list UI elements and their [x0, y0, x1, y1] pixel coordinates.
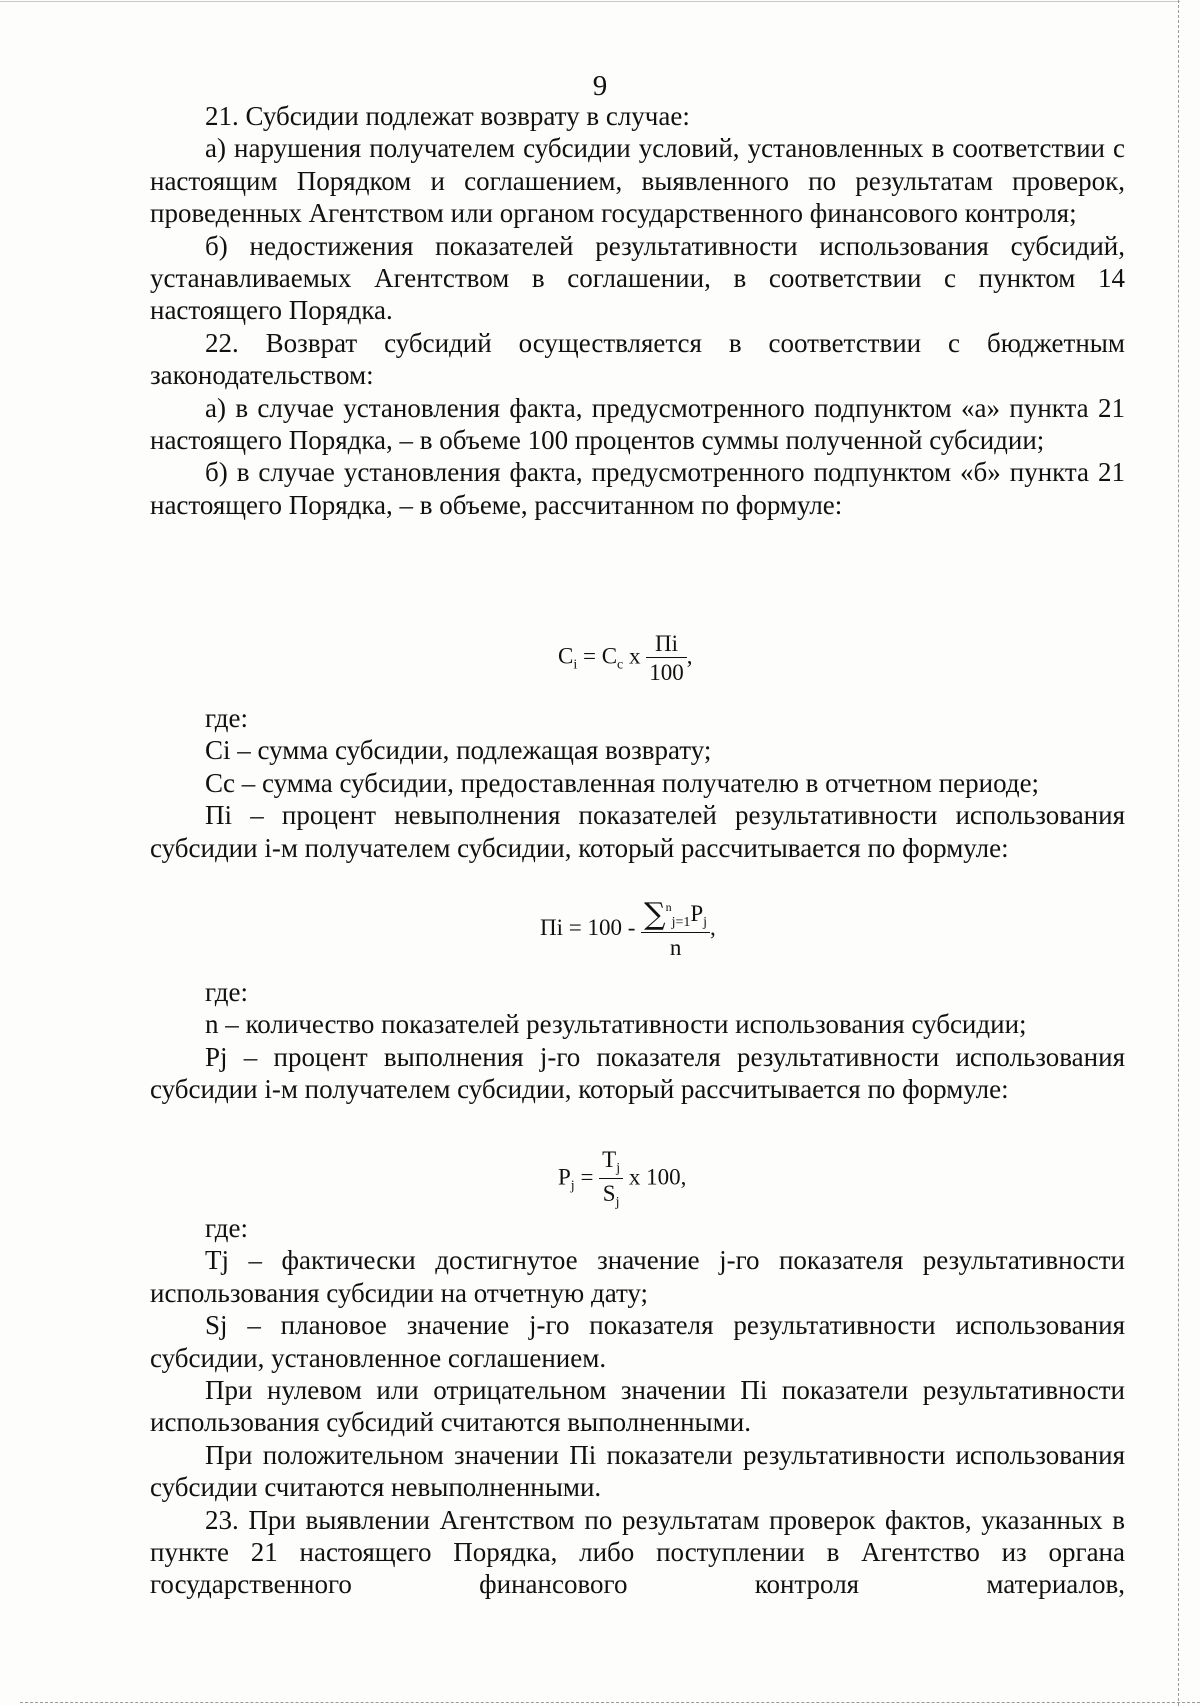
where-1-ci: Ci – сумма субсидии, подлежащая возврату; [205, 735, 712, 766]
where-3-tj: Tj – фактически достигнутое значение j-го показателя результативности использования субсидии на отчетную дату; [150, 1245, 1125, 1308]
section-23-start: 23. При выявлении Агентством по результатам проверок фактов, указанных в пункте 21 настоящего Порядка, либо поступлении в Агентство из органа государственного финансового контроля материалов, [150, 1504, 1125, 1600]
formula-ci-tail: , [686, 643, 693, 669]
where-2-label: где: [205, 977, 248, 1007]
sum-lower-limit: j=1 [671, 915, 691, 930]
section-22-item-a: а) в случае установления факта, предусмотренного подпунктом «а» пункта 21 настоящего Порядка, – в объеме 100 процентов суммы полученной субсидии; [150, 392, 1125, 456]
formula-pj-s-sub: j [615, 1195, 620, 1210]
formula-ci-lhs: C [558, 643, 574, 669]
formula-pj-t: T [602, 1147, 617, 1172]
where-1-label: где: [205, 703, 248, 733]
formula-pj-numerator [599, 1148, 623, 1179]
formula-ci-lhs-sub: i [573, 657, 578, 673]
formula-pj-lhs: P [558, 1164, 571, 1190]
page-number: 9 [592, 70, 608, 102]
formula-pj-denominator [599, 1179, 623, 1210]
section-22-intro: 22. Возврат субсидий осуществляется в соответствии с бюджетным законодательством: [150, 327, 1125, 391]
formula-pj-t-sub: j [616, 1161, 621, 1176]
formula-ci-eq: = C [582, 643, 618, 669]
formula-pi-fraction [641, 897, 710, 960]
sum-upper-limit: n [665, 900, 672, 914]
scan-edge-top [0, 1, 1180, 3]
formula-pj-fraction [599, 1148, 623, 1210]
formula-pi-tail: , [710, 914, 716, 940]
closing-zero-negative: При нулевом или отрицательном значении Пi показатели результативности использования субсидий считаются выполненными. [150, 1375, 1125, 1438]
where-3-label: где: [205, 1213, 248, 1243]
where-2-pj: Pj – процент выполнения j-го показателя результативности использования субсидии i-м получателем субсидии, который рассчитывается по формуле: [150, 1041, 1125, 1105]
formula-pi-lhs: Пi = 100 - [540, 914, 636, 940]
where-2-n: n – количество показателей результативности использования субсидии; [205, 1009, 1027, 1040]
where-block-3 [150, 1212, 1125, 1601]
scan-edge-bottom [20, 1702, 1200, 1704]
formula-ci-fraction [646, 632, 687, 684]
sum-symbol: ∑ [644, 897, 666, 932]
scan-edge-right [1178, 0, 1180, 1706]
where-1-pi: Пi – процент невыполнения показателей результативности использования субсидии i-м получателем субсидии, который рассчитывается по формуле: [150, 800, 1125, 863]
where-1-cc: Cc – сумма субсидии, предоставленная получателю в отчетном периоде; [205, 767, 1040, 798]
where-block-1 [150, 702, 1125, 864]
section-21 [150, 100, 1125, 521]
section-21-intro: 21. Субсидии подлежат возврату в случае: [205, 101, 690, 131]
formula-pi-p: P [690, 901, 704, 926]
closing-positive: При положительном значении Пi показатели результативности использования субсидии считаются невыполненными. [150, 1439, 1125, 1503]
formula-pj-tail: x 100, [628, 1164, 687, 1190]
section-22-item-b: б) в случае установления факта, предусмотренного подпунктом «б» пункта 21 настоящего Порядка, – в объеме, рассчитанном по формуле: [150, 457, 1125, 520]
formula-pj-lhs-sub: j [570, 1178, 575, 1194]
formula-pi-numerator [641, 897, 710, 933]
formula-pj-eq: = [580, 1164, 594, 1190]
formula-pj-s: S [602, 1181, 616, 1206]
where-block-2 [150, 976, 1125, 1106]
formula-pi-denominator: n [669, 935, 682, 960]
formula-pi-p-sub: j [703, 915, 708, 930]
formula-ci-c-sub: c [617, 657, 624, 673]
formula-ci-denominator: 100 [649, 660, 684, 685]
formula-ci-times: x [629, 643, 641, 669]
section-21-item-b: б) недостижения показателей результативности использования субсидий, устанавливаемых Агентством в соглашении, в соответствии с пунктом 14 настоящего Порядка. [150, 230, 1125, 326]
section-21-item-a: а) нарушения получателем субсидии условий, установленных в соответствии с настоящим Порядком и соглашением, выявленного по результатам проверок, проведенных Агентством или органом государственного финансового контроля; [150, 133, 1125, 229]
where-3-sj: Sj – плановое значение j-го показателя результативности использования субсидии, установленное соглашением. [150, 1310, 1125, 1373]
formula-ci-numerator: Пi [646, 632, 687, 658]
